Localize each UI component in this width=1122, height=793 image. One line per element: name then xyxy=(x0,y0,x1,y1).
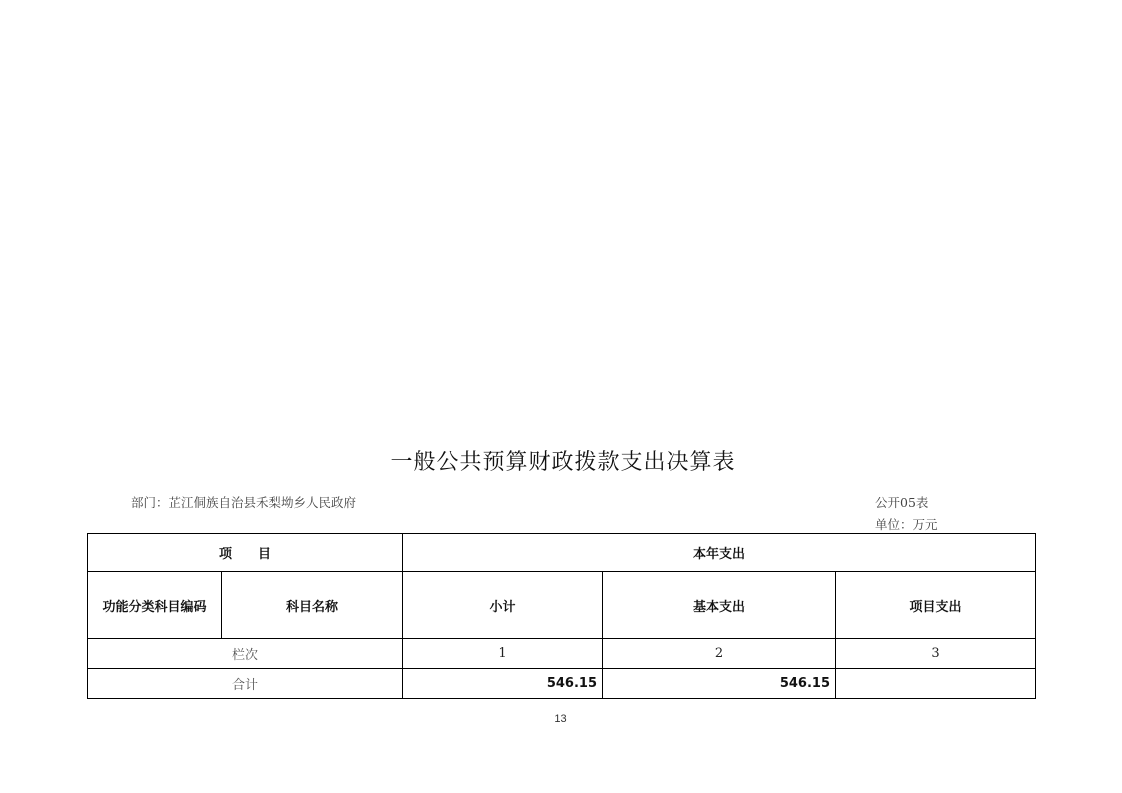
col-header-name: 科目名称 xyxy=(222,572,403,639)
row-index-label: 栏次 xyxy=(88,639,403,669)
header-current-year: 本年支出 xyxy=(403,534,1036,572)
header-row-top xyxy=(88,534,1036,572)
unit-label: 单位：万元 xyxy=(875,517,938,532)
col-header-project: 项目支出 xyxy=(836,572,1036,639)
col-header-code: 功能分类科目编码 xyxy=(88,572,222,639)
form-number: 公开05表 xyxy=(875,495,929,510)
row-index-value-1: 1 xyxy=(403,639,603,669)
page-number: 13 xyxy=(554,713,567,725)
header-project: 项 目 xyxy=(88,534,403,572)
row-index xyxy=(88,639,1036,669)
total-subtotal: 546.15 xyxy=(403,669,603,699)
total-project xyxy=(836,669,1036,699)
col-header-subtotal: 小计 xyxy=(403,572,603,639)
budget-table xyxy=(87,533,1036,699)
document-title: 一般公共预算财政拨款支出决算表 xyxy=(390,450,736,475)
row-index-value-3: 3 xyxy=(836,639,1036,669)
row-total xyxy=(88,669,1036,699)
col-header-basic: 基本支出 xyxy=(603,572,836,639)
header-row-columns xyxy=(88,572,1036,639)
department-label: 部门：芷江侗族自治县禾梨坳乡人民政府 xyxy=(131,495,357,510)
row-index-value-2: 2 xyxy=(603,639,836,669)
total-label: 合计 xyxy=(88,669,403,699)
total-basic: 546.15 xyxy=(603,669,836,699)
